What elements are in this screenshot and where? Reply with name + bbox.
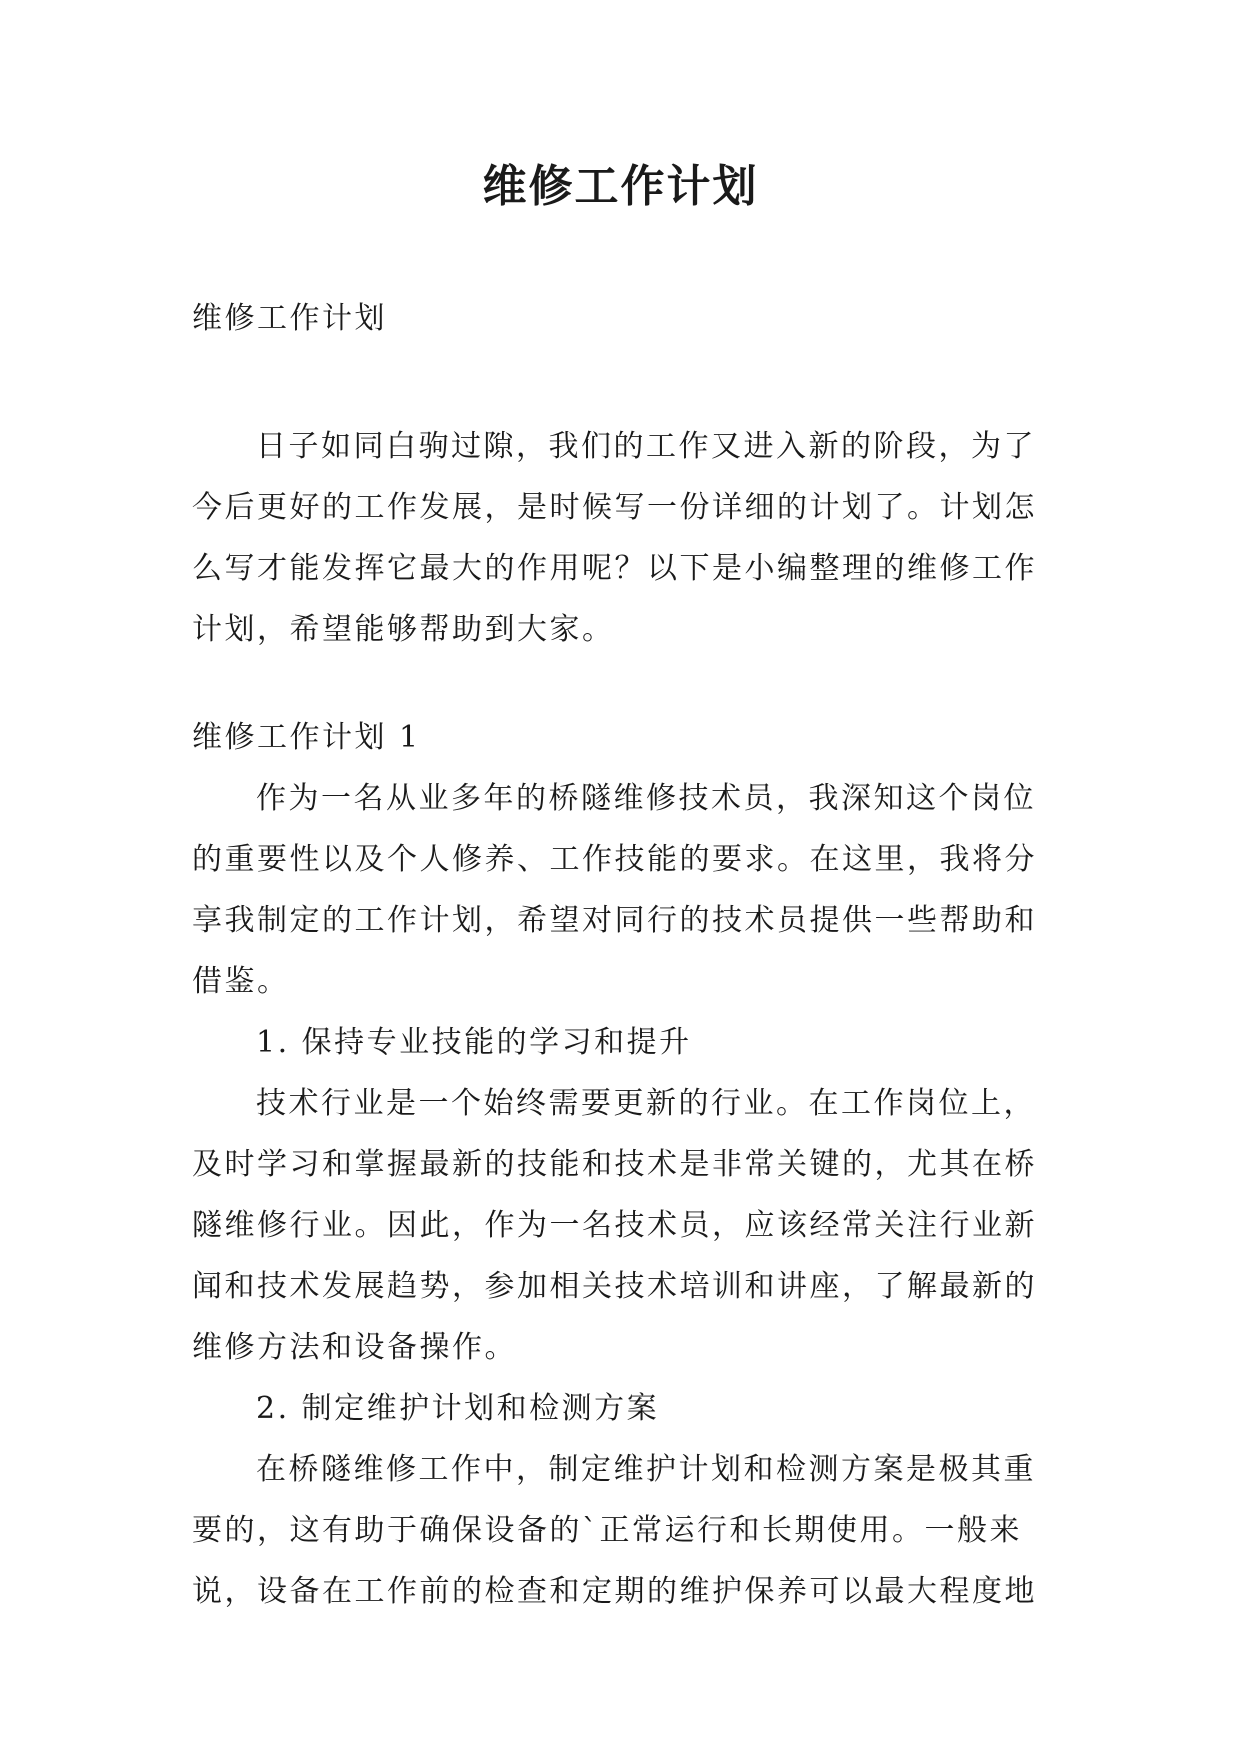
item-body-2: 在桥隧维修工作中，制定维护计划和检测方案是极其重要的，这有助于确保设备的`正常运行和长期使用。一般来说，设备在工作前的检查和定期的维护保养可以最大程度地 (192, 1452, 1037, 1609)
intro-paragraph: 日子如同白驹过隙，我们的工作又进入新的阶段，为了今后更好的工作发展，是时候写一份详细的计划了。计划怎么写才能发挥它最大的作用呢？以下是小编整理的维修工作计划，希望能够帮助到大家。 (192, 429, 1037, 647)
document-subtitle: 维修工作计划 (192, 301, 387, 336)
item-heading-2: 2. 制定维护计划和检测方案 (256, 1391, 660, 1426)
document-title: 维修工作计划 (482, 161, 759, 212)
item-body-1: 技术行业是一个始终需要更新的行业。在工作岗位上，及时学习和掌握最新的技能和技术是非常关键的，尤其在桥隧维修行业。因此，作为一名技术员，应该经常关注行业新闻和技术发展趋势，参加相关技术培训和讲座，了解最新的维修方法和设备操作。 (192, 1086, 1037, 1365)
item-heading-1: 1. 保持专业技能的学习和提升 (256, 1025, 692, 1060)
document-body (192, 288, 1052, 1622)
section-heading: 维修工作计划 1 (192, 720, 421, 755)
section-paragraph: 作为一名从业多年的桥隧维修技术员，我深知这个岗位的重要性以及个人修养、工作技能的要求。在这里，我将分享我制定的工作计划，希望对同行的技术员提供一些帮助和借鉴。 (192, 781, 1037, 999)
